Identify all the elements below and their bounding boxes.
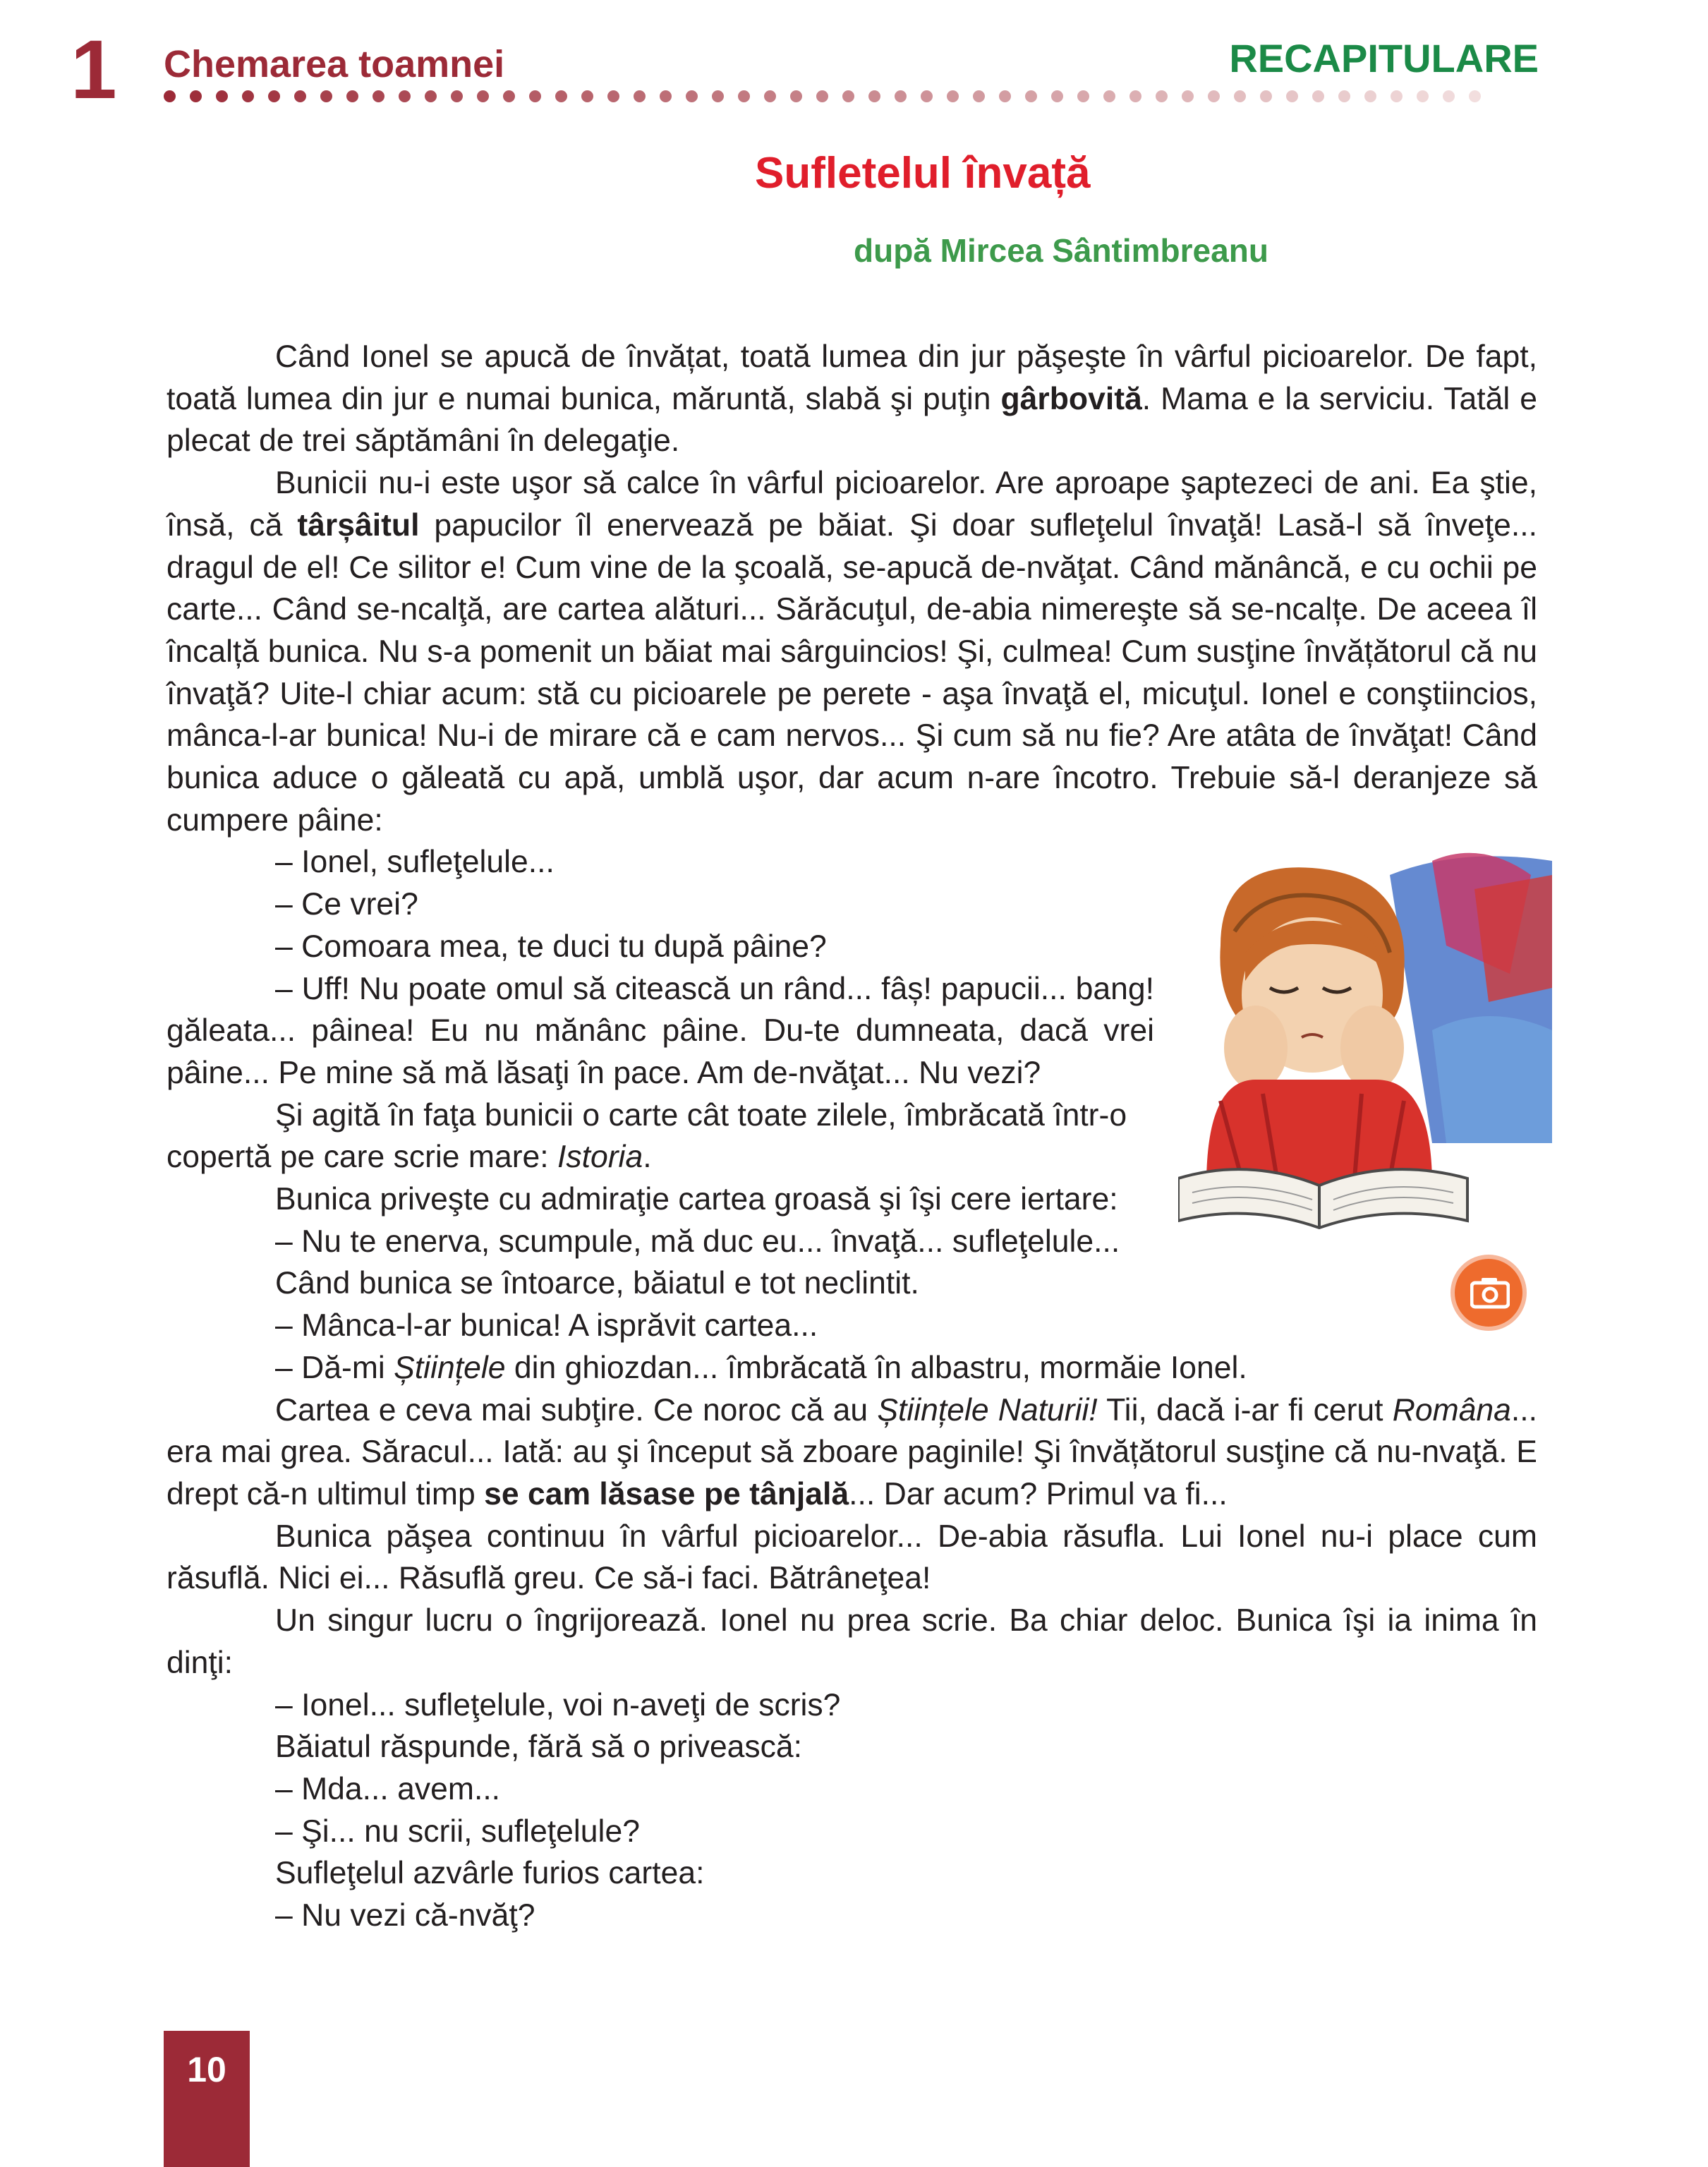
paragraph: Şi agită în faţa bunicii o carte cât toate zilele, îmbrăcată într-o copertă pe care scrie mare: Istoria. <box>166 1097 1127 1175</box>
divider-dot <box>373 90 384 102</box>
story-author: după Mircea Sântimbreanu <box>854 232 1268 269</box>
divider-dot <box>1182 90 1194 102</box>
divider-dot <box>1312 90 1324 102</box>
boy-reading-illustration <box>1178 847 1552 1242</box>
divider-dot <box>477 90 489 102</box>
divider-dot <box>947 90 959 102</box>
divider-dot <box>294 90 306 102</box>
paragraph: Când Ionel se apucă de învățat, toată lumea din jur păşeşte în vârful picioarelor. De fapt, toată lumea din jur e numai bunica, măruntă, slabă şi puţin gârbovită. Mama e la serviciu. Tatăl e plecat de trei săptămâni în delegaţie. <box>166 339 1537 459</box>
divider-dot <box>999 90 1011 102</box>
paragraph: Când bunica se întoarce, băiatul e tot neclintit. <box>275 1266 919 1301</box>
paragraph: Bunica păşea continuu în vârful picioarelor... De-abia răsufla. Lui Ionel nu-i place cum răsuflă. Nici ei... Răsuflă greu. Ce să-i faci. Bătrâneţea! <box>166 1519 1537 1596</box>
divider-dot <box>1025 90 1037 102</box>
dialogue-line: – Mda... avem... <box>275 1771 501 1806</box>
divider-dot <box>1051 90 1063 102</box>
divider-dot <box>1338 90 1350 102</box>
divider-dot <box>1129 90 1141 102</box>
divider-dot <box>634 90 646 102</box>
dialogue-line: – Nu vezi că-nvăţ? <box>275 1898 535 1933</box>
page-number-tab <box>164 2031 250 2167</box>
divider-dot <box>216 90 228 102</box>
page-number: 10 <box>187 2050 226 2089</box>
divider-dot <box>1103 90 1115 102</box>
paragraph: Băiatul răspunde, fără să o privească: <box>275 1730 803 1765</box>
divider-dot <box>399 90 411 102</box>
divider-dot <box>686 90 698 102</box>
divider-dot <box>1469 90 1481 102</box>
divider-dot <box>1156 90 1168 102</box>
divider-dot <box>320 90 332 102</box>
divider-dot <box>190 90 202 102</box>
camera-button[interactable] <box>1450 1255 1527 1331</box>
divider-dot <box>895 90 907 102</box>
divider-dot <box>1286 90 1298 102</box>
divider-dot <box>738 90 750 102</box>
unit-title: Chemarea toamnei <box>164 43 505 85</box>
divider-dot <box>164 90 176 102</box>
divider-dot <box>868 90 880 102</box>
dialogue-line: – Dă-mi Științele din ghiozdan... îmbrăcată în albastru, mormăie Ionel. <box>275 1350 1247 1385</box>
divider-dot <box>555 90 567 102</box>
divider-dot <box>1260 90 1272 102</box>
divider-dot <box>1077 90 1089 102</box>
divider-dot <box>712 90 724 102</box>
divider-dot <box>268 90 280 102</box>
paragraph: Cartea e ceva mai subţire. Ce noroc că au Științele Naturii! Tii, dacă i-ar fi cerut Româna... era mai grea. Săracul... Iată: au şi început să zboare paginile! Şi învățătorul susţine că nu-nvaţă. E drept că-n ultimul timp se cam lăsase pe tânjală... Dar acum? Primul va fi... <box>166 1392 1537 1511</box>
divider-dot <box>1364 90 1376 102</box>
dialogue-line: – Comoara mea, te duci tu după pâine? <box>275 929 827 964</box>
divider-dot <box>607 90 619 102</box>
divider-dot <box>1391 90 1403 102</box>
paragraph: Un singur lucru o îngrijorează. Ionel nu prea scrie. Ba chiar deloc. Bunica îşi ia inima în dinţi: <box>166 1603 1537 1680</box>
unit-number: 1 <box>71 23 117 116</box>
section-label: RECAPITULARE <box>1229 36 1539 80</box>
divider-dot <box>1417 90 1429 102</box>
dialogue-line: – Ionel, sufleţelule... <box>275 845 555 880</box>
paragraph: Bunica priveşte cu admiraţie cartea groasă şi îşi cere iertare: <box>275 1182 1118 1217</box>
dialogue-line: – Nu te enerva, scumpule, mă duc eu... învaţă... sufleţelule... <box>275 1224 1120 1259</box>
paragraph: Sufleţelul azvârle furios cartea: <box>275 1856 705 1891</box>
divider-dot <box>816 90 828 102</box>
dialogue-line: – Şi... nu scrii, sufleţelule? <box>275 1813 640 1849</box>
paragraph: Bunicii nu-i este uşor să calce în vârful picioarelor. Are aproape şaptezeci de ani. Ea ştie, însă, că târșâitul papucilor îl enervează pe băiat. Şi doar sufleţelul învaţă! Lasă-l să înveţe... dragul de el! Ce silitor e! Cum vine de la şcoală, se-apucă de-nvăţat. Când mănâncă, e cu ochii pe carte... Când se-ncalţă, are cartea alături... Sărăcuţul, de-abia nimereşte să se-ncalțe. De aceea îl încalță bunica. Nu s-a pomenit un băiat mai sârguincios! Şi, culmea! Cum susţine învățătorul că nu învaţă? Uite-l chiar acum: stă cu picioarele pe perete - aşa învaţă el, micuţul. Ionel e conştiincios, mânca-l-ar bunica! Nu-i de mirare că e cam nervos... Şi cum să nu fie? Are atâta de învăţat! Când bunica aduce o găleată cu apă, umblă uşor, dar acum n-are încotro. Trebuie să-l deranjeze să cumpere pâine: <box>166 466 1538 838</box>
divider-dot <box>764 90 776 102</box>
dotted-divider <box>164 90 1504 104</box>
divider-dot <box>503 90 515 102</box>
divider-dot <box>451 90 463 102</box>
divider-dot <box>242 90 254 102</box>
divider-dot <box>1208 90 1220 102</box>
dialogue-line: – Uff! Nu poate omul să citească un rând... fâș! papucii... bang! găleata... pâinea! Eu nu mănânc pâine. Du-te dumneata, dacă vrei pâine... Pe mine să mă lăsaţi în pace. Am de-nvăţat... Nu vezi? <box>166 971 1154 1090</box>
divider-dot <box>921 90 933 102</box>
divider-dot <box>581 90 593 102</box>
divider-dot <box>346 90 358 102</box>
divider-dot <box>529 90 541 102</box>
dialogue-line: – Ionel... sufleţelule, voi n-aveţi de scris? <box>275 1687 841 1722</box>
camera-icon <box>1470 1276 1510 1310</box>
dialogue-line: – Ce vrei? <box>275 887 418 922</box>
divider-dot <box>1443 90 1455 102</box>
dialogue-line: – Mânca-l-ar bunica! A isprăvit cartea... <box>275 1308 818 1344</box>
divider-dot <box>660 90 672 102</box>
divider-dot <box>842 90 854 102</box>
story-title: Sufletelul învață <box>755 149 1091 198</box>
divider-dot <box>790 90 802 102</box>
divider-dot <box>425 90 437 102</box>
divider-dot <box>973 90 985 102</box>
divider-dot <box>1234 90 1246 102</box>
